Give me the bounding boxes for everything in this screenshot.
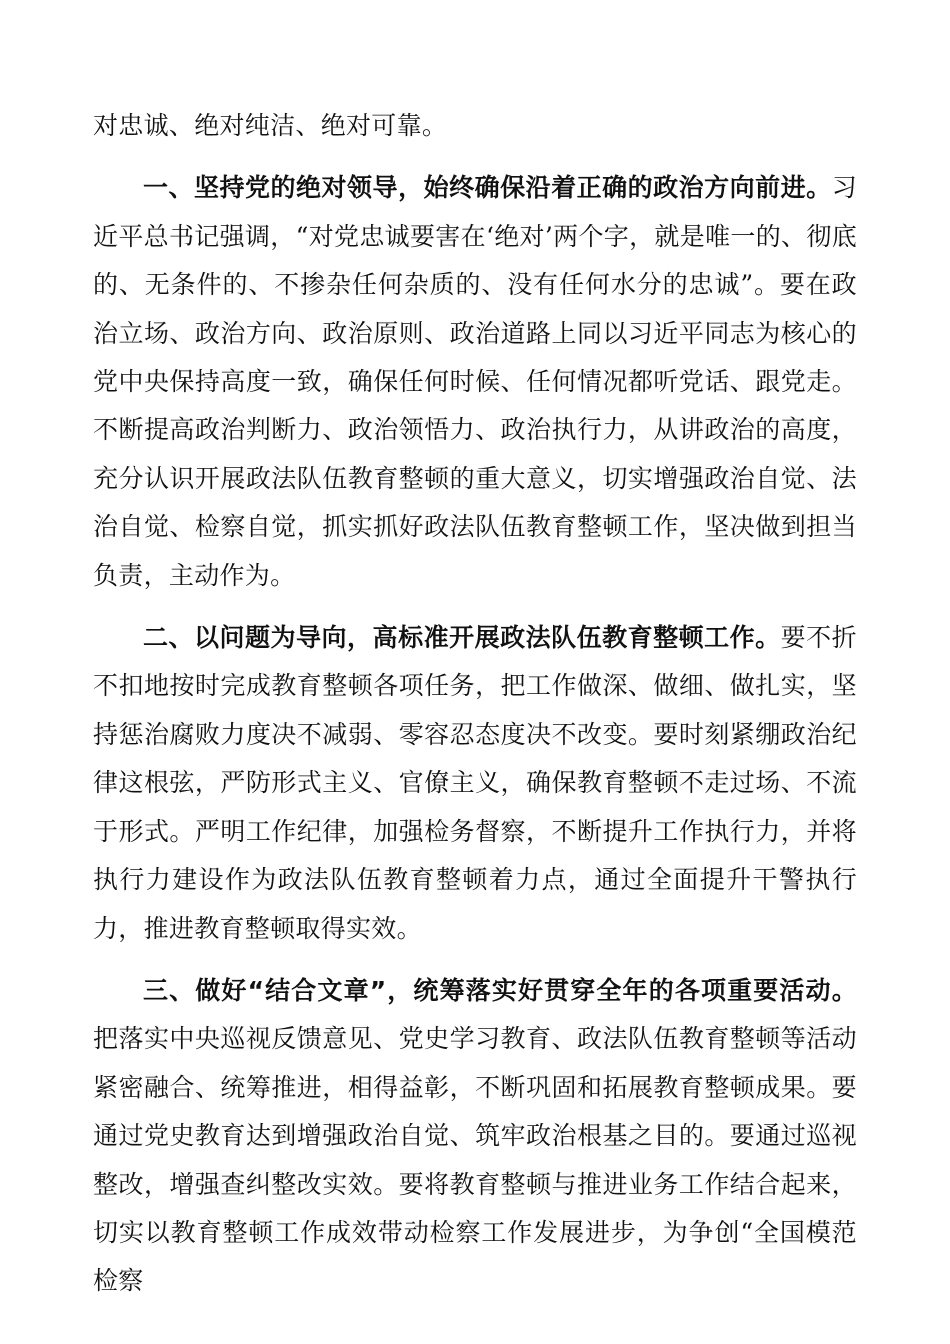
continuation-line: [93, 102, 857, 150]
paragraph-three-body: 把落实中央巡视反馈意见、党史学习教育、政法队伍教育整顿等活动紧密融合、统筹推进，相得益彰，不断巩固和拓展教育整顿成果。要通过党史教育达到增强政治自觉、筑牢政治根基之目的。要通过巡视整改，增强查纠整改实效。要将教育整顿与推进业务工作结合起来，切实以教育整顿工作成效带动检察工作发展进步，为争创“全国模范检察: [93, 1024, 857, 1296]
document-text: [93, 102, 857, 1306]
paragraph-one-body: 习近平总书记强调，“对党忠诚要害在‘绝对’两个字，就是唯一的、彻底的、无条件的、不掺杂任何杂质的、没有任何水分的忠诚”。要在政治立场、政治方向、政治原则、政治道路上同以习近平同志为核心的党中央保持高度一致，确保任何时候、任何情况都听党话、跟党走。不断提高政治判断力、政治领悟力、政治执行力，从讲政治的高度，充分认识开展政法队伍教育整顿的重大意义，切实增强政治自觉、法治自觉、检察自觉，抓实抓好政法队伍教育整顿工作，坚决做到担当负责，主动作为。: [93, 173, 857, 590]
paragraph-three: [93, 967, 857, 1306]
paragraph-three-heading: 三、做好“结合文章”，统筹落实好贯穿全年的各项重要活动。: [143, 975, 857, 1005]
paragraph-two-heading: 二、以问题为导向，高标准开展政法队伍教育整顿工作。: [143, 623, 781, 653]
paragraph-one: [93, 164, 857, 600]
paragraph-two-body: 要不折不扣地按时完成教育整顿各项任务，把工作做深、做细、做扎实，坚持惩治腐败力度决不减弱、零容忍态度决不改变。要时刻紧绷政治纪律这根弦，严防形式主义、官僚主义，确保教育整顿不走过场、不流于形式。严明工作纪律，加强检务督察，不断提升工作执行力，并将执行力建设作为政法队伍教育整顿着力点，通过全面提升干警执行力，推进教育整顿取得实效。: [93, 623, 857, 943]
continuation-text: 对忠诚、绝对纯洁、绝对可靠。: [93, 111, 448, 140]
paragraph-one-heading: 一、坚持党的绝对领导，始终确保沿着正确的政治方向前进。: [143, 173, 832, 203]
paragraph-two: [93, 614, 857, 953]
